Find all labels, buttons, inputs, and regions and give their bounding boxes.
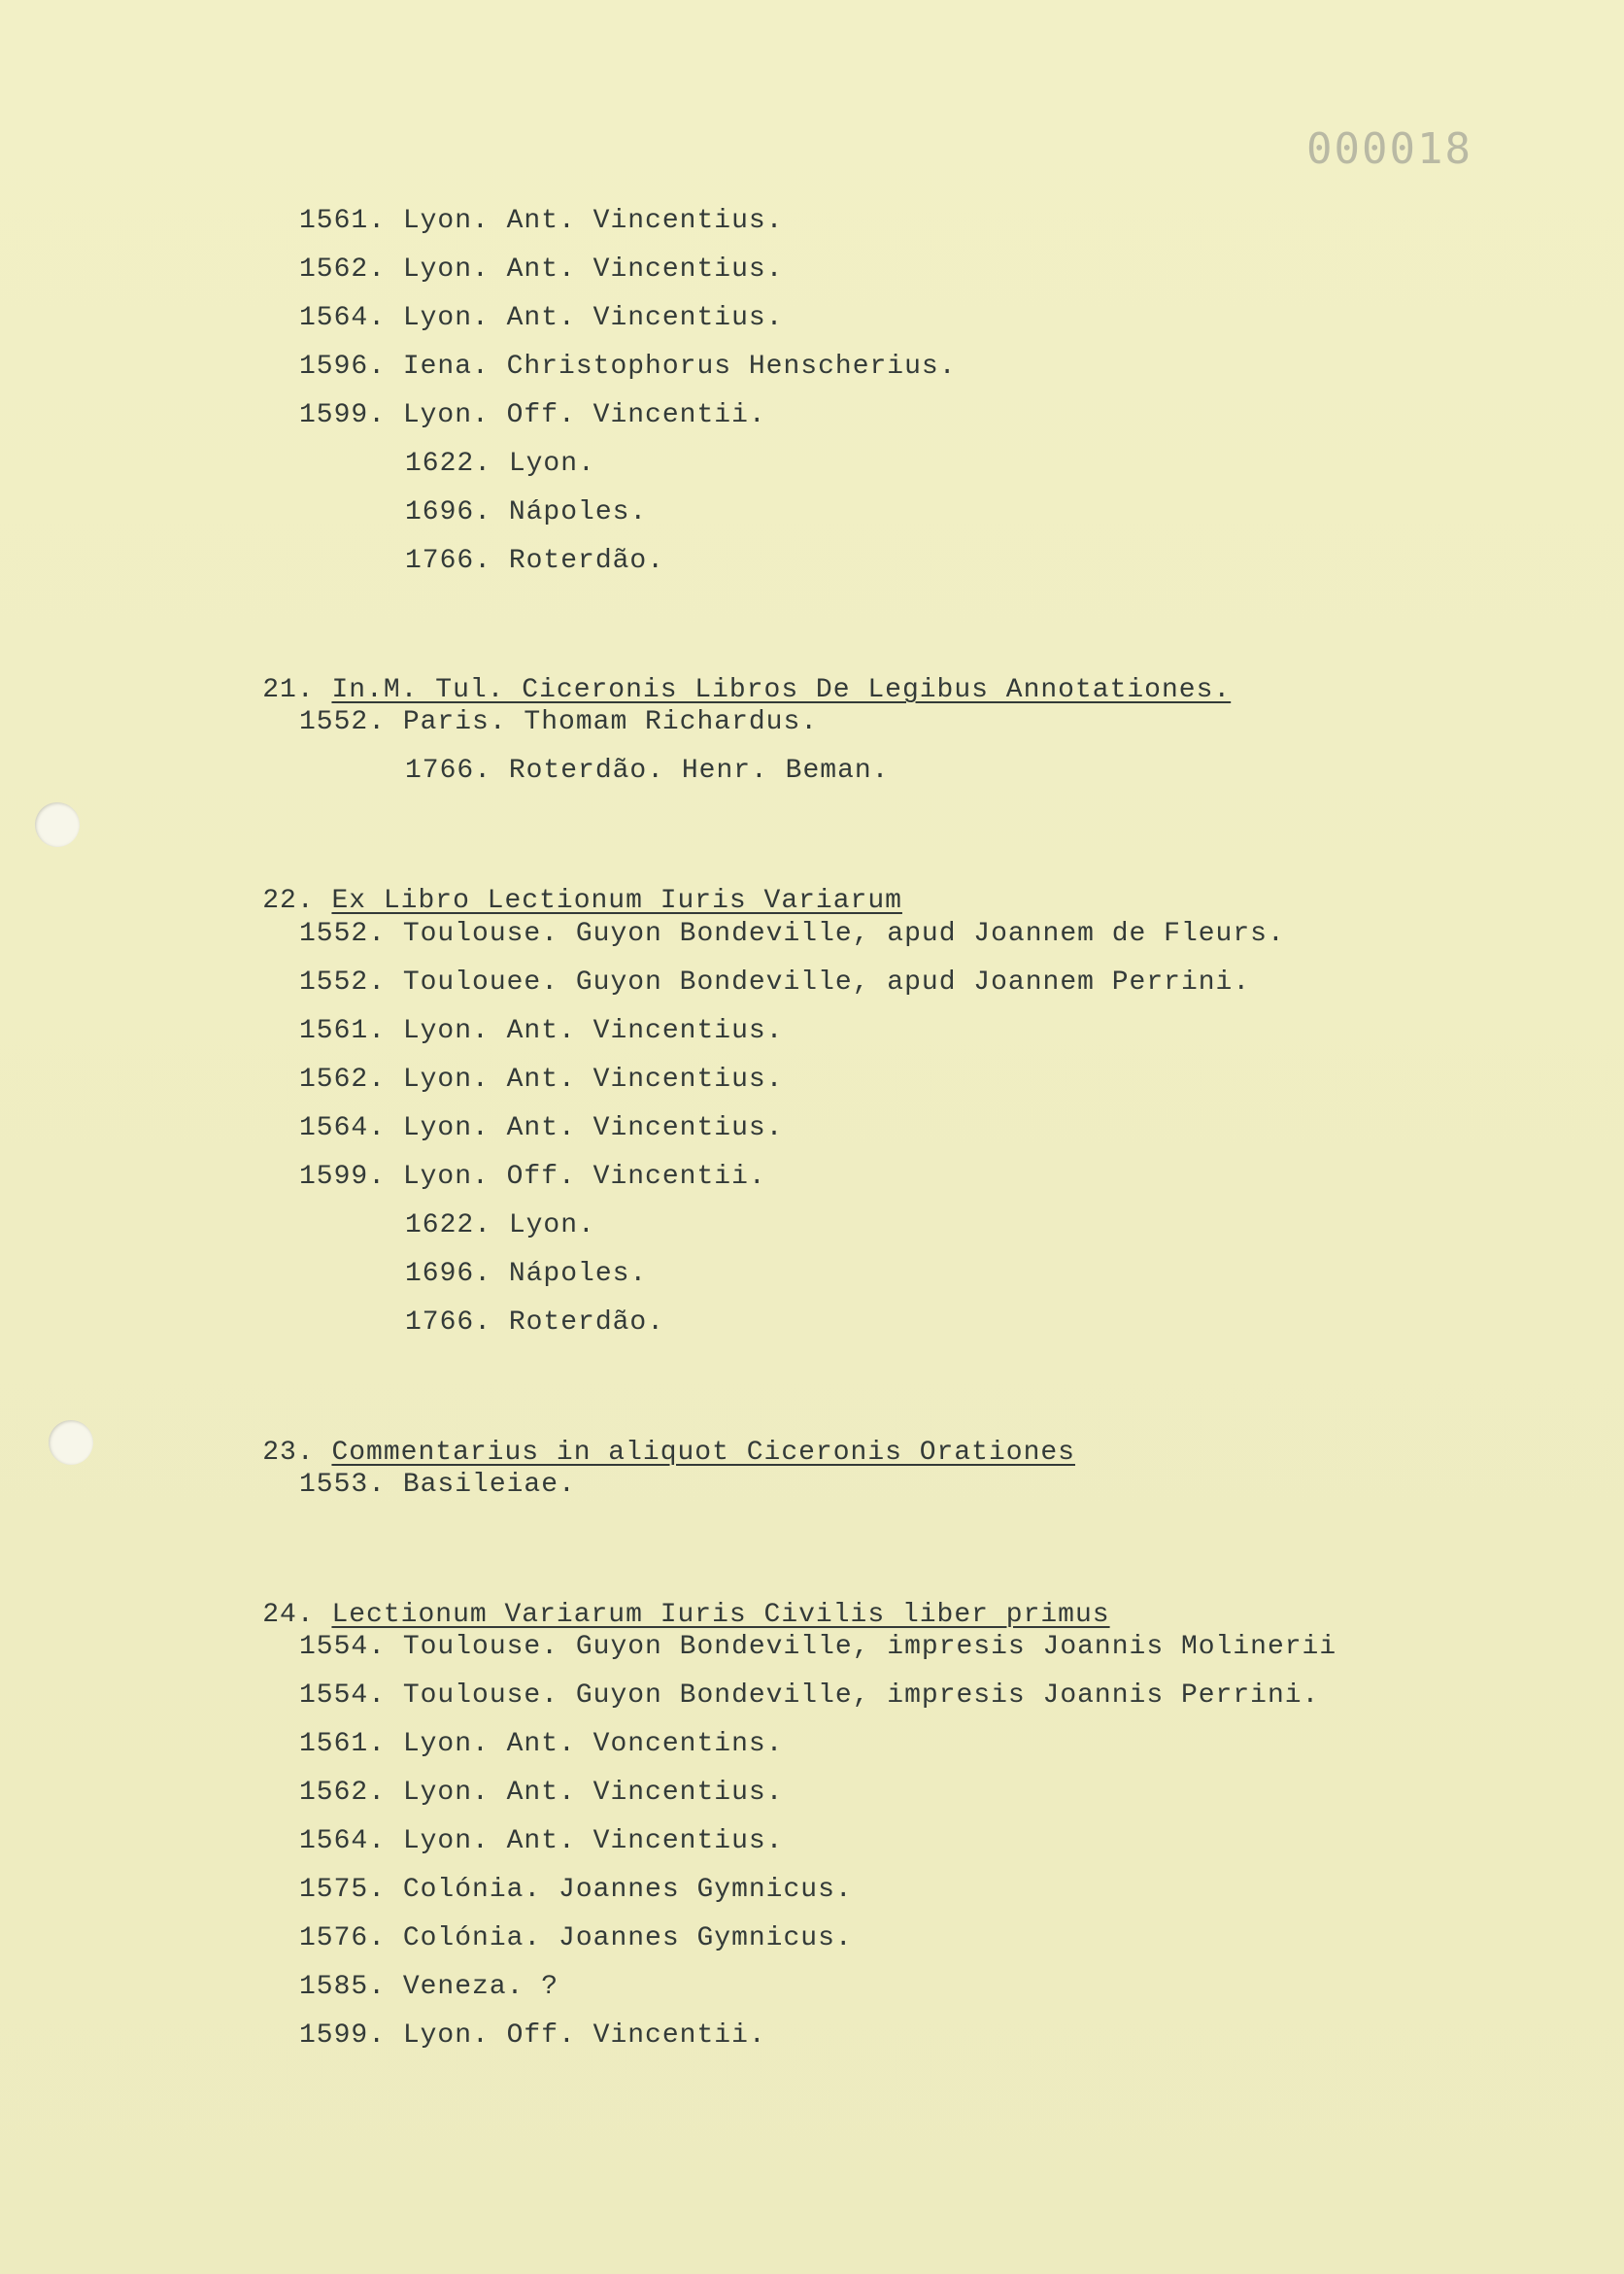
- edition-entry: 1766. Roterdão. Henr. Beman.: [405, 756, 890, 786]
- punch-hole-lower: [49, 1420, 93, 1465]
- edition-entry: 1552. Toulouse. Guyon Bondeville, apud Joannem de Fleurs.: [299, 919, 1285, 949]
- edition-entry: 1561. Lyon. Ant. Voncentins.: [299, 1729, 784, 1759]
- continued-entry: 1564. Lyon. Ant. Vincentius.: [299, 303, 784, 333]
- continued-entry: 1599. Lyon. Off. Vincentii.: [299, 400, 766, 430]
- section-title: Lectionum Variarum Iuris Civilis liber primus: [331, 1600, 1110, 1630]
- edition-entry: 1766. Roterdão.: [405, 1307, 665, 1338]
- punch-hole-upper: [35, 802, 80, 847]
- edition-entry: 1585. Veneza. ?: [299, 1972, 559, 2002]
- edition-entry: 1552. Paris. Thomam Richardus.: [299, 707, 819, 737]
- edition-entry: 1564. Lyon. Ant. Vincentius.: [299, 1113, 784, 1143]
- edition-entry: 1552. Toulouee. Guyon Bondeville, apud Joannem Perrini.: [299, 967, 1251, 998]
- continued-entry: 1696. Nápoles.: [405, 497, 648, 527]
- edition-entry: 1553. Basileiae.: [299, 1470, 576, 1500]
- continued-entry: 1622. Lyon.: [405, 449, 595, 479]
- edition-entry: 1696. Nápoles.: [405, 1259, 648, 1289]
- edition-entry: 1599. Lyon. Off. Vincentii.: [299, 2020, 766, 2051]
- section-title: Ex Libro Lectionum Iuris Variarum: [331, 886, 902, 916]
- section-number: 24.: [262, 1600, 315, 1630]
- edition-entry: 1599. Lyon. Off. Vincentii.: [299, 1162, 766, 1192]
- continued-entry: 1561. Lyon. Ant. Vincentius.: [299, 206, 784, 236]
- page-number: 000018: [1306, 124, 1472, 174]
- section-title: Commentarius in aliquot Ciceronis Orationes: [331, 1438, 1075, 1468]
- edition-entry: 1622. Lyon.: [405, 1210, 595, 1240]
- continued-entry: 1596. Iena. Christophorus Henscherius.: [299, 352, 957, 382]
- edition-entry: 1576. Colónia. Joannes Gymnicus.: [299, 1923, 853, 1953]
- edition-entry: 1562. Lyon. Ant. Vincentius.: [299, 1065, 784, 1095]
- edition-entry: 1554. Toulouse. Guyon Bondeville, impresis Joannis Molinerii: [299, 1632, 1337, 1662]
- edition-entry: 1575. Colónia. Joannes Gymnicus.: [299, 1875, 853, 1905]
- edition-entry: 1564. Lyon. Ant. Vincentius.: [299, 1826, 784, 1856]
- continued-entry: 1562. Lyon. Ant. Vincentius.: [299, 255, 784, 285]
- section-number: 21.: [262, 675, 315, 705]
- edition-entry: 1561. Lyon. Ant. Vincentius.: [299, 1016, 784, 1046]
- section-number: 22.: [262, 886, 315, 916]
- continued-entry: 1766. Roterdão.: [405, 546, 665, 576]
- edition-entry: 1562. Lyon. Ant. Vincentius.: [299, 1778, 784, 1808]
- section-title: In.M. Tul. Ciceronis Libros De Legibus Annotationes.: [331, 675, 1232, 705]
- edition-entry: 1554. Toulouse. Guyon Bondeville, impresis Joannis Perrini.: [299, 1680, 1320, 1711]
- section-number: 23.: [262, 1438, 315, 1468]
